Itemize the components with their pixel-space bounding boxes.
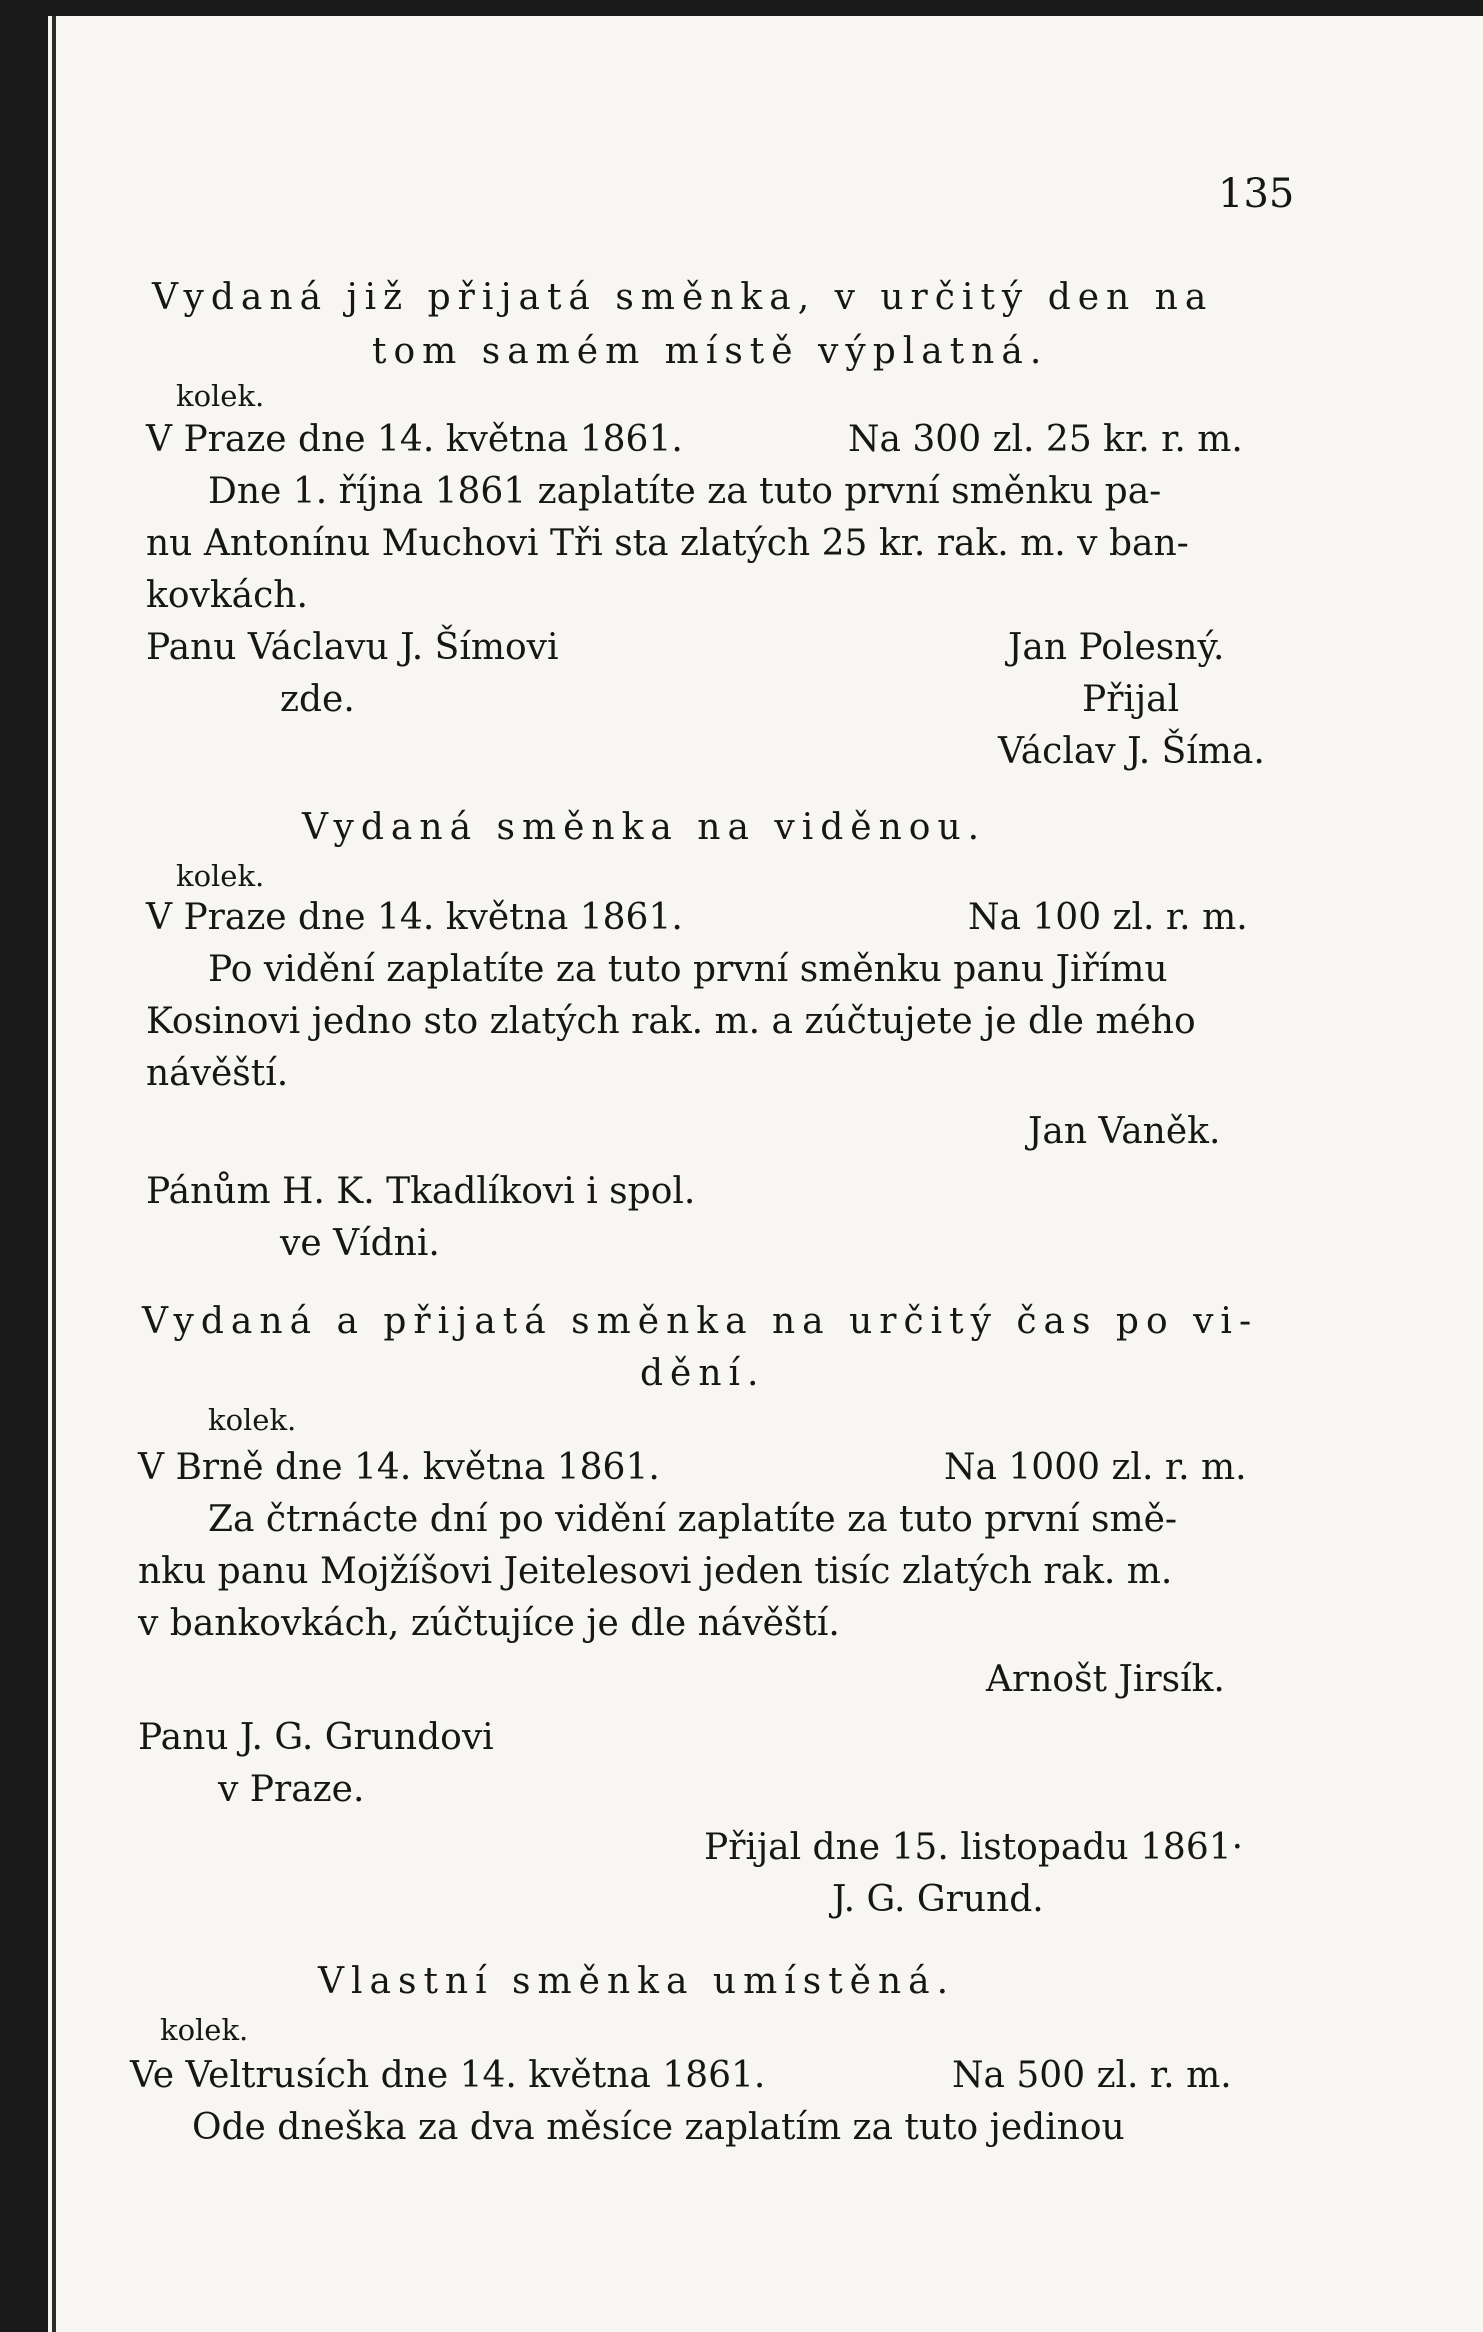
section-1-body-line-2: nu Antonínu Muchovi Tři sta zlatých 25 kr. rak. m. v ban-	[146, 523, 1189, 564]
section-3-heading-line-1: Vydaná a přijatá směnka na určitý čas po vi-	[142, 1301, 1259, 1342]
section-1-drawer-signature: Jan Polesný.	[1008, 627, 1225, 668]
section-3-amount: Na 1000 zl. r. m.	[944, 1447, 1247, 1488]
section-2-addressee: Pánům H. K. Tkadlíkovi i spol.	[146, 1171, 696, 1212]
section-2-body-line-1: Po vidění zaplatíte za tuto první směnku panu Jiřímu	[208, 949, 1168, 990]
section-2-drawer-signature: Jan Vaněk.	[1028, 1111, 1221, 1152]
scan-binding-edge	[0, 0, 48, 2332]
section-2-amount: Na 100 zl. r. m.	[968, 897, 1248, 938]
section-3-body-line-3: v bankovkách, zúčtujíce je dle návěští.	[138, 1603, 840, 1644]
section-4-heading: Vlastní směnka umístěná.	[318, 1961, 956, 2002]
section-1-heading-line-2: tom samém místě výplatná.	[372, 331, 1049, 372]
section-3-acceptance-note: Přijal dne 15. listopadu 1861·	[704, 1827, 1244, 1868]
section-3-date: V Brně dne 14. května 1861.	[138, 1447, 660, 1488]
section-2-heading: Vydaná směnka na viděnou.	[302, 807, 987, 848]
page-gutter-rule	[52, 16, 56, 2332]
section-3-addressee-place: v Praze.	[218, 1769, 365, 1810]
section-1-body-line-1: Dne 1. října 1861 zaplatíte za tuto první směnku pa-	[208, 471, 1162, 512]
scan-top-edge	[0, 0, 1483, 16]
section-2-body-line-2: Kosinovi jedno sto zlatých rak. m. a zúčtujete je dle mého	[146, 1001, 1196, 1042]
section-2-body-line-3: návěští.	[146, 1053, 289, 1094]
section-1-date: V Praze dne 14. května 1861.	[146, 419, 683, 460]
section-3-addressee: Panu J. G. Grundovi	[138, 1717, 494, 1758]
book-page	[48, 16, 1483, 2332]
section-2-addressee-place: ve Vídni.	[280, 1223, 440, 1264]
section-1-body-line-3: kovkách.	[146, 575, 308, 616]
section-4-amount: Na 500 zl. r. m.	[952, 2055, 1232, 2096]
section-1-amount: Na 300 zl. 25 kr. r. m.	[848, 419, 1243, 460]
section-1-accepted-label: Přijal	[1082, 679, 1180, 720]
section-3-body-line-1: Za čtrnácte dní po vidění zaplatíte za tuto první smě-	[208, 1499, 1178, 1540]
section-3-heading-line-2: dění.	[640, 1353, 766, 1394]
section-3-stamp: kolek.	[208, 1403, 297, 1437]
section-1-heading-line-1: Vydaná již přijatá směnka, v určitý den na	[152, 277, 1214, 318]
section-4-date: Ve Veltrusích dne 14. května 1861.	[130, 2055, 766, 2096]
section-1-addressee: Panu Václavu J. Šímovi	[146, 627, 559, 668]
section-3-acceptor-signature: J. G. Grund.	[832, 1879, 1044, 1920]
page-number: 135	[1218, 171, 1295, 217]
section-3-body-line-2: nku panu Mojžíšovi Jeitelesovi jeden tisíc zlatých rak. m.	[138, 1551, 1173, 1592]
section-3-drawer-signature: Arnošt Jirsík.	[986, 1659, 1225, 1700]
section-2-date: V Praze dne 14. května 1861.	[146, 897, 683, 938]
section-1-stamp: kolek.	[176, 379, 265, 413]
section-1-addressee-place: zde.	[280, 679, 355, 720]
section-4-stamp: kolek.	[160, 2013, 249, 2047]
section-1-acceptor-signature: Václav J. Šíma.	[998, 731, 1265, 772]
section-4-body-line-1: Ode dneška za dva měsíce zaplatím za tuto jedinou	[192, 2107, 1125, 2148]
section-2-stamp: kolek.	[176, 859, 265, 893]
